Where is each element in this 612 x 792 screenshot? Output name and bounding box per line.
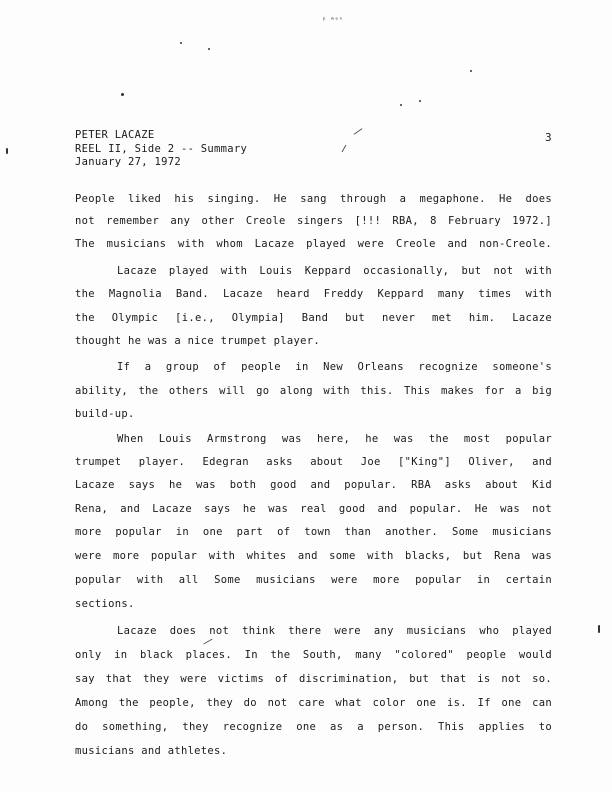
body-line: popular with all Some musicians were more popular in certain bbox=[75, 574, 552, 586]
body-line: more popular in one part of town than another. Some musicians bbox=[75, 526, 552, 538]
archive-stamp: ᵖ ʷᵉⁿ bbox=[322, 16, 344, 24]
body-line: Lacaze says he was both good and popular. RBA asks about Kid bbox=[75, 479, 552, 491]
body-line: the Olympic [i.e., Olympia] Band but never met him. Lacaze bbox=[75, 312, 552, 324]
body-line: Among the people, they do not care what color one is. If one can bbox=[75, 697, 552, 709]
body-line: When Louis Armstrong was here, he was the most popular bbox=[117, 433, 552, 445]
body-line: not remember any other Creole singers [!!! RBA, 8 February 1972.] bbox=[75, 215, 552, 227]
page-number: 3 bbox=[545, 131, 552, 144]
body-line: the Magnolia Band. Lacaze heard Freddy Keppard many times with bbox=[75, 288, 552, 300]
body-line: trumpet player. Edegran asks about Joe ["King"] Oliver, and bbox=[75, 456, 552, 468]
scan-speck bbox=[598, 625, 600, 633]
reel-info: REEL II, Side 2 -- Summary bbox=[75, 143, 248, 155]
scan-speck bbox=[419, 100, 421, 102]
pen-mark bbox=[354, 128, 363, 135]
interviewee-name: PETER LACAZE bbox=[75, 129, 155, 141]
pen-mark bbox=[342, 145, 347, 152]
body-line: were more popular with whites and some with blacks, but Rena was bbox=[75, 550, 552, 562]
body-line: sections. bbox=[75, 598, 135, 610]
body-line: build-up. bbox=[75, 408, 135, 420]
body-line: The musicians with whom Lacaze played were Creole and non-Creole. bbox=[75, 238, 552, 250]
scan-speck bbox=[121, 93, 124, 96]
body-line: do something, they recognize one as a person. This applies to bbox=[75, 721, 552, 733]
body-line: People liked his singing. He sang through a megaphone. He does bbox=[75, 193, 552, 205]
body-line: thought he was a nice trumpet player. bbox=[75, 335, 320, 347]
body-line: musicians and athletes. bbox=[75, 745, 228, 757]
interview-date: January 27, 1972 bbox=[75, 156, 181, 168]
body-line: Rena, and Lacaze says he was real good and popular. He was not bbox=[75, 503, 552, 515]
body-line: Lacaze played with Louis Keppard occasionally, but not with bbox=[117, 265, 552, 277]
pen-mark bbox=[203, 639, 212, 645]
body-line: Lacaze does not think there were any musicians who played bbox=[117, 625, 552, 637]
scan-speck bbox=[208, 48, 210, 50]
scan-speck bbox=[400, 104, 402, 106]
body-line: only in black places. In the South, many "colored" people would bbox=[75, 649, 552, 661]
body-line: say that they were victims of discrimination, but that is not so. bbox=[75, 673, 552, 685]
scan-speck bbox=[6, 148, 8, 154]
body-line: If a group of people in New Orleans recognize someone's bbox=[117, 361, 552, 373]
body-line: ability, the others will go along with this. This makes for a big bbox=[75, 385, 552, 397]
scan-speck bbox=[470, 70, 472, 72]
scan-speck bbox=[180, 42, 182, 44]
